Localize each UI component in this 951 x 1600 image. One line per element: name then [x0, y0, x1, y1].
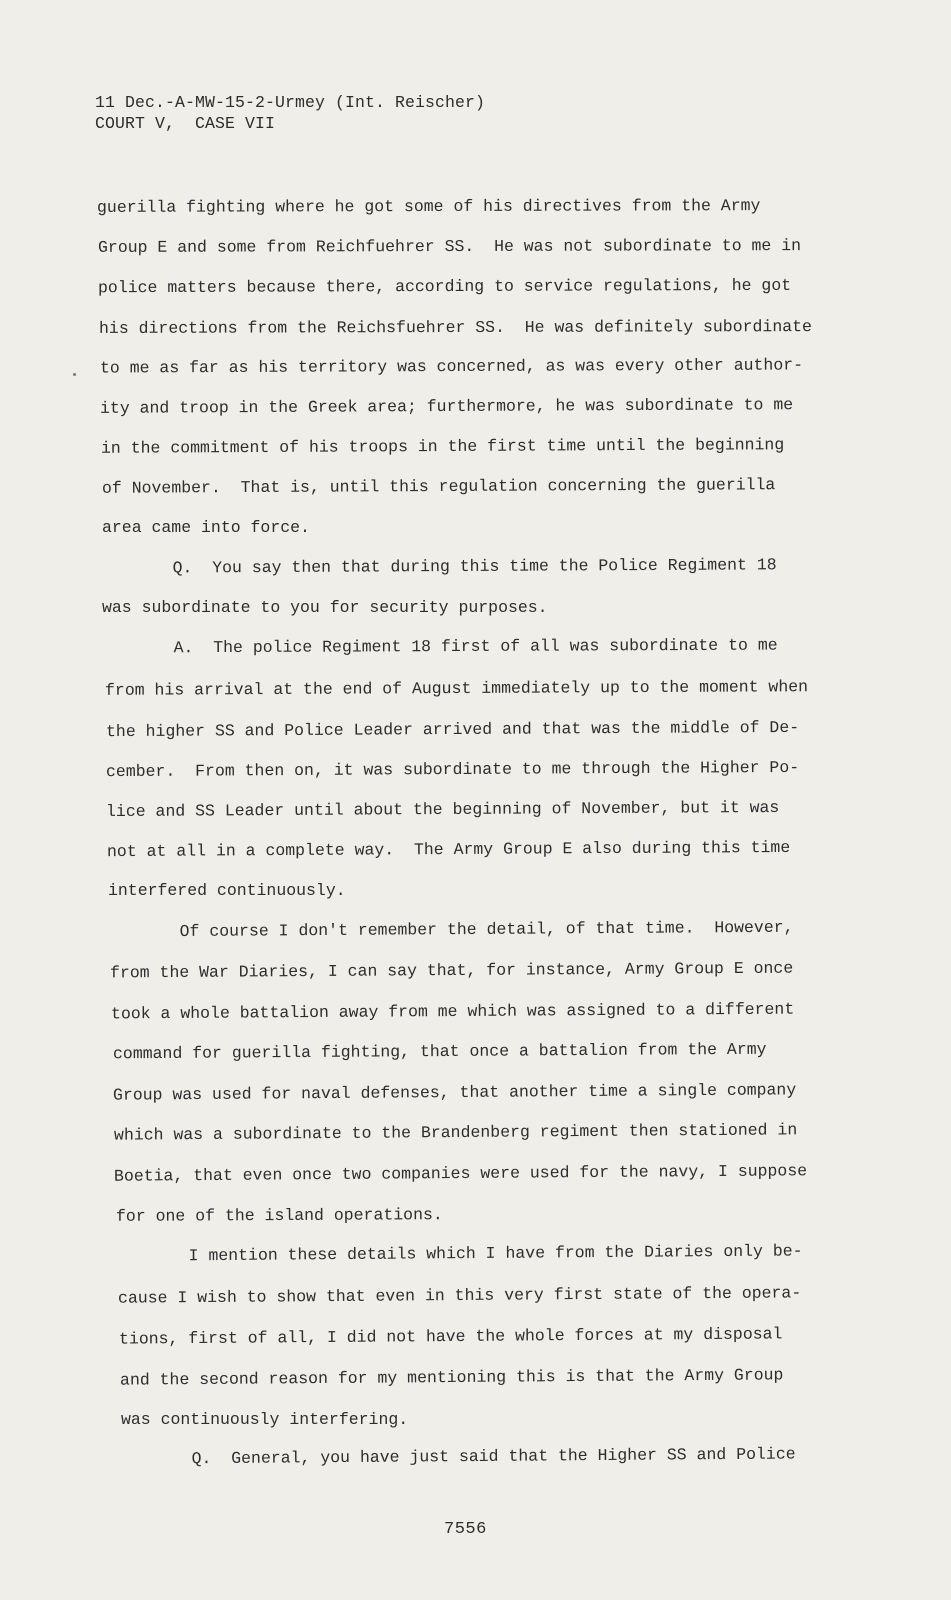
transcript-line: was continuously interfering. — [121, 1410, 409, 1429]
transcript-line: not at all in a complete way. The Army Group E also during this time — [106, 837, 791, 862]
transcript-line: guerilla fighting where he got some of his directives from the Army — [96, 196, 761, 217]
transcript-line: and the second reason for my mentioning this is that the Army Group — [119, 1365, 784, 1390]
transcript-line: Q. You say then that during this time the Police Regiment 18 — [132, 555, 777, 578]
transcript-line: for one of the island operations. — [115, 1205, 443, 1226]
transcript-line: cause I wish to show that even in this very first state of the opera- — [117, 1283, 802, 1308]
transcript-line: his directions from the Reichsfuehrer SS. He was definitely subordinate — [98, 317, 812, 338]
transcript-line: which was a subordinate to the Brandenberg regiment then stationed in — [113, 1120, 798, 1145]
page-number: 7556 — [444, 1520, 487, 1539]
transcript-line: Of course I don't remember the detail, of that time. However, — [139, 917, 794, 942]
transcript-line: area came into force. — [102, 518, 310, 537]
transcript-line: command for guerilla fighting, that once a battalion from the Army — [112, 1039, 767, 1064]
header-line-1: 11 Dec.-A-MW-15-2-Urmey (Int. Reischer) — [95, 93, 486, 112]
transcript-line: I mention these details which I have from the Diaries only be- — [148, 1241, 803, 1266]
transcript-line: A. The police Regiment 18 first of all was subordinate to me — [133, 635, 778, 658]
transcript-line: took a whole battalion away from me which was assigned to a different — [110, 999, 795, 1024]
transcript-line: Boetia, that even once two companies were used for the navy, I suppose — [113, 1161, 808, 1186]
transcript-line: Group E and some from Reichfuehrer SS. He was not subordinate to me in — [97, 236, 802, 257]
transcript-line: of November. That is, until this regulation concerning the guerilla — [101, 475, 776, 498]
transcript-line: lice and SS Leader until about the beginning of November, but it was — [105, 797, 780, 822]
header-line-2: COURT V, CASE VII — [95, 114, 276, 133]
transcript-line: from the War Diaries, I can say that, for instance, Army Group E once — [109, 958, 794, 983]
transcript-line: to me as far as his territory was concerned, as was every other author- — [99, 355, 804, 378]
transcript-line: tions, first of all, I did not have the whole forces at my disposal — [118, 1324, 783, 1349]
transcript-line: in the commitment of his troops in the first time until the beginning — [100, 435, 785, 458]
transcript-line: Group was used for naval defenses, that another time a single company — [112, 1080, 797, 1105]
transcript-line: Q. General, you have just said that the Higher SS and Police — [151, 1444, 796, 1469]
transcript-line: the higher SS and Police Leader arrived and that was the middle of De- — [105, 717, 800, 742]
transcript-line: ity and troop in the Greek area; furthermore, he was subordinate to me — [99, 395, 794, 418]
transcript-line: from his arrival at the end of August immediately up to the moment when — [104, 677, 809, 700]
transcript-line: cember. From then on, it was subordinate to me through the Higher Po- — [105, 757, 800, 782]
transcript-line: was subordinate to you for security purposes. — [102, 598, 548, 617]
transcript-line: interfered continuously. — [108, 881, 346, 900]
transcript-line: police matters because there, according to service regulations, he got — [97, 275, 792, 298]
